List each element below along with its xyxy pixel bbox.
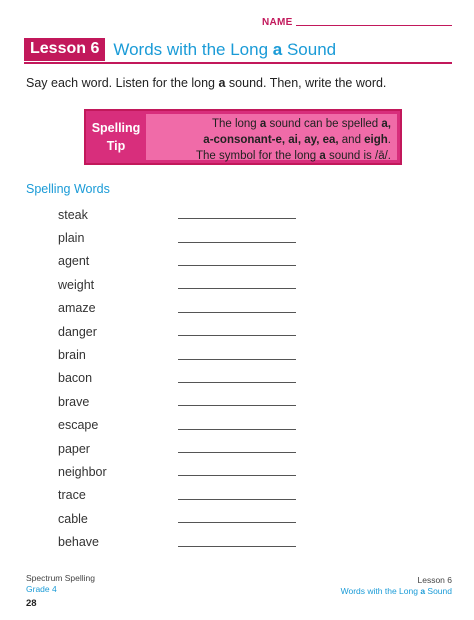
tip-bold: a bbox=[319, 150, 326, 162]
spelling-word: neighbor bbox=[58, 464, 107, 479]
word-row bbox=[58, 437, 298, 460]
write-line[interactable] bbox=[178, 546, 296, 547]
spelling-word: plain bbox=[58, 231, 85, 246]
footer-grade: Grade 4 bbox=[26, 584, 57, 594]
word-row bbox=[58, 320, 298, 343]
instructions-part1: Say each word. Listen for the long bbox=[26, 76, 219, 90]
spelling-words-heading: Spelling Words bbox=[26, 182, 110, 196]
instructions-bold: a bbox=[218, 76, 226, 90]
spelling-word-list bbox=[58, 203, 298, 554]
write-line[interactable] bbox=[178, 452, 296, 453]
instructions-part2: sound. Then, write the word. bbox=[225, 76, 387, 90]
spelling-word: bacon bbox=[58, 371, 93, 386]
footer-title-text: Words with the Long bbox=[340, 586, 421, 596]
spelling-word: cable bbox=[58, 511, 88, 526]
spelling-word: danger bbox=[58, 324, 97, 339]
spelling-word: brave bbox=[58, 394, 90, 409]
footer-title-text: Sound bbox=[425, 586, 452, 596]
tip-text: sound can be spelled bbox=[266, 118, 382, 130]
name-field[interactable] bbox=[262, 14, 452, 28]
word-row bbox=[58, 484, 298, 507]
spelling-tip-body bbox=[146, 114, 397, 160]
footer-lesson: Lesson 6 bbox=[417, 575, 452, 585]
write-line[interactable] bbox=[178, 405, 296, 406]
word-row bbox=[58, 367, 298, 390]
footer-left bbox=[26, 573, 95, 595]
tip-line-1 bbox=[152, 116, 391, 132]
tip-text: The long bbox=[211, 118, 260, 130]
spelling-word: paper bbox=[58, 441, 90, 456]
title-text-after: Sound bbox=[282, 39, 337, 59]
title-text-bold: a bbox=[272, 39, 283, 59]
title-divider bbox=[24, 62, 452, 64]
lesson-badge: Lesson 6 bbox=[24, 38, 105, 61]
spelling-tip-box bbox=[84, 109, 402, 165]
word-row bbox=[58, 460, 298, 483]
footer-book-title: Spectrum Spelling bbox=[26, 573, 95, 583]
name-label: NAME bbox=[262, 17, 293, 28]
word-row bbox=[58, 250, 298, 273]
write-line[interactable] bbox=[178, 475, 296, 476]
lesson-title bbox=[113, 40, 336, 60]
tip-line-2 bbox=[152, 132, 391, 148]
write-line[interactable] bbox=[178, 382, 296, 383]
spelling-word: behave bbox=[58, 535, 100, 550]
spelling-word: agent bbox=[58, 254, 90, 269]
word-row bbox=[58, 507, 298, 530]
spelling-word: escape bbox=[58, 418, 99, 433]
spelling-word: weight bbox=[58, 277, 95, 292]
word-row bbox=[58, 390, 298, 413]
write-line[interactable] bbox=[178, 265, 296, 266]
word-row bbox=[58, 414, 298, 437]
spelling-tip-label bbox=[86, 111, 146, 163]
lesson-title-row bbox=[24, 38, 452, 61]
tip-text: sound is /ā/. bbox=[325, 150, 391, 162]
write-line[interactable] bbox=[178, 242, 296, 243]
write-line[interactable] bbox=[178, 312, 296, 313]
tip-bold: a-consonant-e, ai, ay, ea, bbox=[203, 134, 339, 146]
word-row bbox=[58, 273, 298, 296]
write-line[interactable] bbox=[178, 335, 296, 336]
title-text-before: Words with the Long bbox=[113, 39, 273, 59]
write-line[interactable] bbox=[178, 218, 296, 219]
footer-title-bold: a bbox=[420, 586, 426, 596]
word-row bbox=[58, 203, 298, 226]
word-row bbox=[58, 530, 298, 553]
footer-right bbox=[341, 575, 452, 597]
spelling-word: brain bbox=[58, 348, 86, 363]
name-write-line[interactable] bbox=[296, 25, 452, 26]
write-line[interactable] bbox=[178, 359, 296, 360]
tip-bold: a bbox=[259, 118, 267, 130]
footer-lesson-title bbox=[341, 586, 452, 597]
word-row bbox=[58, 297, 298, 320]
tip-label-line2: Tip bbox=[106, 139, 126, 153]
word-row bbox=[58, 343, 298, 366]
tip-bold: eigh bbox=[364, 134, 388, 146]
write-line[interactable] bbox=[178, 288, 296, 289]
word-row bbox=[58, 226, 298, 249]
spelling-word: trace bbox=[58, 488, 86, 503]
tip-bold: a, bbox=[381, 118, 391, 130]
tip-line-3 bbox=[152, 148, 391, 164]
tip-text: . bbox=[387, 134, 391, 146]
page-number: 28 bbox=[26, 598, 37, 609]
write-line[interactable] bbox=[178, 499, 296, 500]
spelling-word: steak bbox=[58, 207, 88, 222]
spelling-word: amaze bbox=[58, 301, 96, 316]
write-line[interactable] bbox=[178, 429, 296, 430]
tip-text: and bbox=[338, 134, 365, 146]
tip-text: The symbol for the long bbox=[196, 150, 320, 162]
tip-label-line1: Spelling bbox=[91, 121, 141, 135]
write-line[interactable] bbox=[178, 522, 296, 523]
instructions bbox=[26, 76, 386, 90]
